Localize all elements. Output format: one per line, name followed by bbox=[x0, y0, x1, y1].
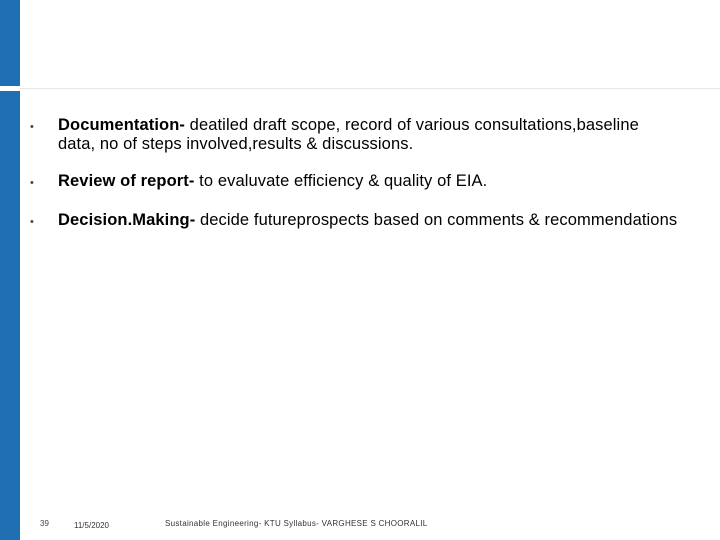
bullet-dot-icon: • bbox=[30, 121, 34, 133]
bullet-detail: decide futureprospects based on comments & recommendations bbox=[195, 211, 678, 229]
accent-bar-top bbox=[0, 0, 20, 86]
slide-number: 39 bbox=[40, 519, 49, 528]
bullet-item-review bbox=[30, 172, 680, 193]
footer-text: Sustainable Engineering- KTU Syllabus- VARGHESE S CHOORALIL bbox=[165, 519, 428, 528]
bullet-detail: deatiled draft scope, record of various consultations,baseline data, no of steps involved,results & discussions. bbox=[58, 116, 639, 153]
bullet-text bbox=[58, 172, 680, 191]
bullet-text bbox=[58, 116, 680, 154]
bullet-item-documentation bbox=[30, 116, 680, 154]
bullet-dot-icon: • bbox=[30, 177, 34, 189]
footer-date: 11/5/2020 bbox=[74, 521, 109, 530]
slide-footer bbox=[0, 519, 720, 533]
accent-bar-bottom bbox=[0, 91, 20, 540]
bullet-text bbox=[58, 211, 680, 230]
bullet-lead: Review of report- bbox=[58, 172, 195, 190]
header-divider bbox=[20, 88, 720, 89]
bullet-dot-icon: • bbox=[30, 216, 34, 228]
bullet-lead: Decision.Making- bbox=[58, 211, 196, 229]
bullet-item-decision bbox=[30, 211, 680, 232]
bullet-lead: Documentation- bbox=[58, 116, 185, 134]
bullet-detail: to evaluvate efficiency & quality of EIA. bbox=[194, 172, 488, 190]
slide-body bbox=[30, 116, 680, 232]
